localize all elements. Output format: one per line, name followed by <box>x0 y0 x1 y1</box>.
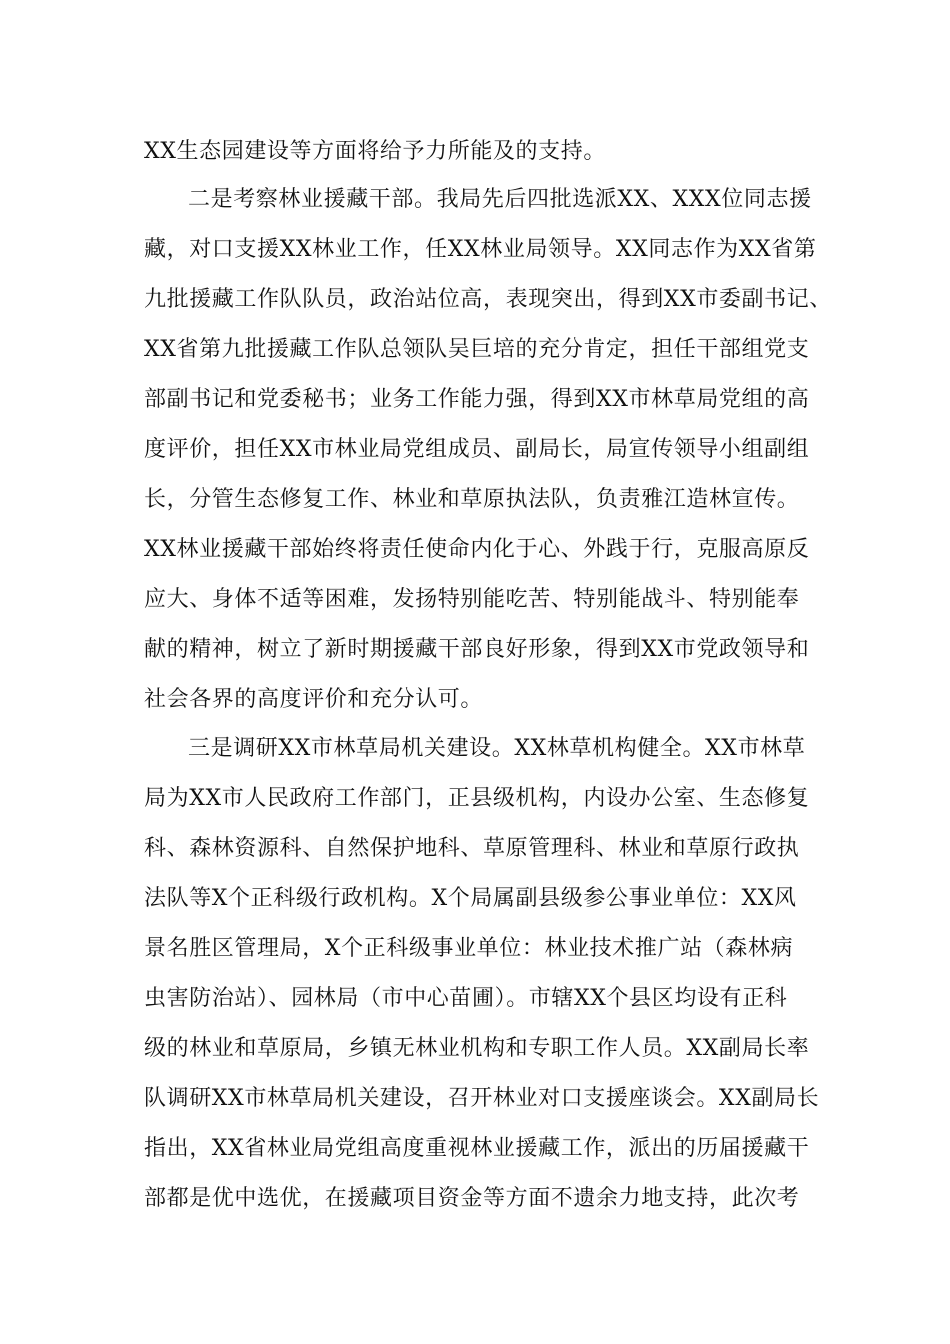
paragraph-line: XX生态园建设等方面将给予力所能及的支持。 <box>144 139 606 164</box>
paragraph-line: 景名胜区管理局，X个正科级事业单位：林业技术推广站（森林病 <box>144 936 794 961</box>
paragraph-line: 应大、身体不适等困难，发扬特别能吃苦、特别能战斗、特别能奉 <box>144 587 800 612</box>
paragraph-line: 二是考察林业援藏干部。我局先后四批选派XX、XXX位同志援 <box>188 187 812 212</box>
paragraph-line: 社会各界的高度评价和充分认可。 <box>144 687 484 712</box>
paragraph-line: 法队等X个正科级行政机构。X个局属副县级参公事业单位：XX风 <box>144 886 797 911</box>
paragraph-line: 长，分管生态修复工作、林业和草原执法队，负责雅江造林宣传。 <box>144 487 800 512</box>
paragraph-line: 九批援藏工作队队员，政治站位高，表现突出，得到XX市委副书记、 <box>144 287 832 312</box>
paragraph-line: 科、森林资源科、自然保护地科、草原管理科、林业和草原行政执 <box>144 836 800 861</box>
paragraph-line: 指出，XX省林业局党组高度重视林业援藏工作，派出的历届援藏干 <box>144 1136 810 1161</box>
paragraph-line: XX林业援藏干部始终将责任使命内化于心、外践于行，克服高原反 <box>144 537 810 562</box>
paragraph-line: 藏，对口支援XX林业工作，任XX林业局领导。XX同志作为XX省第 <box>144 237 817 262</box>
paragraph-line: XX省第九批援藏工作队总领队吴巨培的充分肯定，担任干部组党支 <box>144 337 810 362</box>
paragraph-line: 级的林业和草原局，乡镇无林业机构和专职工作人员。XX副局长率 <box>144 1036 810 1061</box>
paragraph-line: 队调研XX市林草局机关建设，召开林业对口支援座谈会。XX副局长 <box>144 1086 820 1111</box>
paragraph-line: 三是调研XX市林草局机关建设。XX林草机构健全。XX市林草 <box>188 736 806 761</box>
paragraph-line: 部都是优中选优，在援藏项目资金等方面不遗余力地支持，此次考 <box>144 1186 800 1211</box>
paragraph-line: 虫害防治站）、园林局（市中心苗圃）。市辖XX个县区均设有正科 <box>144 986 788 1011</box>
paragraph-line: 局为XX市人民政府工作部门，正县级机构，内设办公室、生态修复 <box>144 786 810 811</box>
paragraph-line: 度评价，担任XX市林业局党组成员、副局长，局宣传领导小组副组 <box>144 437 810 462</box>
paragraph-line: 部副书记和党委秘书；业务工作能力强，得到XX市林草局党组的高 <box>144 387 810 412</box>
paragraph-line: 献的精神，树立了新时期援藏干部良好形象，得到XX市党政领导和 <box>144 637 810 662</box>
